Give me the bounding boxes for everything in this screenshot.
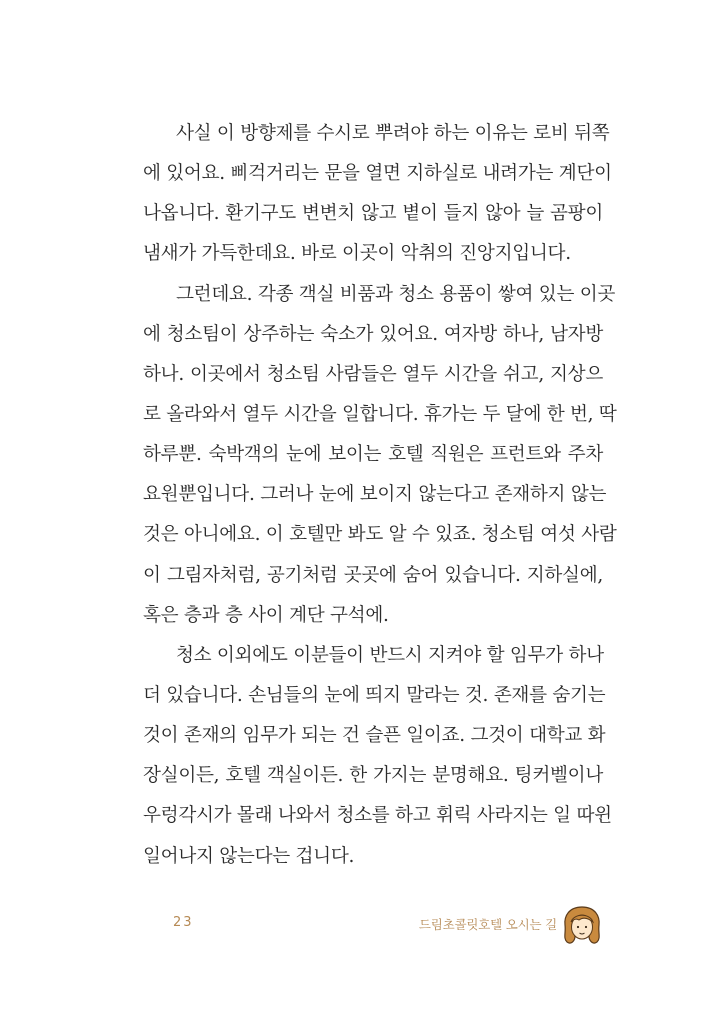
text-line-11: 것은 아니에요. 이 호텔만 봐도 알 수 있죠. 청소팀 여섯 사람 <box>143 524 617 546</box>
text-line-8: 로 올라와서 열두 시간을 일합니다. 휴가는 두 달에 한 번, 딱 <box>143 403 617 425</box>
text-line-16: 것이 존재의 임무가 되는 건 슬픈 일이죠. 그것이 대학교 화 <box>143 725 606 747</box>
text-line-2: 에 있어요. 삐걱거리는 문을 열면 지하실로 내려가는 계단이 <box>143 163 612 185</box>
text-line-15: 더 있습니다. 손님들의 눈에 띄지 말라는 것. 존재를 숨기는 <box>143 684 606 706</box>
text-line-18: 우렁각시가 몰래 나와서 청소를 하고 휘릭 사라지는 일 따윈 <box>143 805 612 827</box>
text-line-17: 장실이든, 호텔 객실이든. 한 가지는 분명해요. 팅커벨이나 <box>143 765 603 787</box>
left-eye <box>577 926 579 928</box>
text-line-10: 요원뿐입니다. 그러나 눈에 보이지 않는다고 존재하지 않는 <box>143 484 607 506</box>
text-line-13: 혹은 층과 층 사이 계단 구석에. <box>143 604 389 626</box>
text-line-6: 에 청소팀이 상주하는 숙소가 있어요. 여자방 하나, 남자방 <box>143 323 603 345</box>
text-line-1: 사실 이 방향제를 수시로 뿌려야 하는 이유는 로비 뒤쪽 <box>176 123 610 144</box>
text-line-3: 나옵니다. 환기구도 변변치 않고 볕이 들지 않아 늘 곰팡이 <box>143 203 603 225</box>
page-number: 23 <box>173 915 194 930</box>
right-eye <box>585 926 587 928</box>
text-line-9: 하루뿐. 숙박객의 눈에 보이는 호텔 직원은 프런트와 주차 <box>143 444 603 466</box>
text-line-14: 청소 이외에도 이분들이 반드시 지켜야 할 임무가 하나 <box>176 644 604 666</box>
text-line-12: 이 그림자처럼, 공기처럼 곳곳에 숨어 있습니다. 지하실에, <box>143 564 603 586</box>
text-line-19: 일어나지 않는다는 겁니다. <box>143 845 355 867</box>
text-line-5: 그런데요. 각종 객실 비품과 청소 용품이 쌓여 있는 이곳 <box>176 283 616 305</box>
text-line-4: 냄새가 가득한데요. 바로 이곳이 악취의 진앙지입니다. <box>143 243 571 265</box>
running-title: 드림초콜릿호텔 오시는 길 <box>418 917 557 932</box>
text-line-7: 하나. 이곳에서 청소팀 사람들은 열두 시간을 쉬고, 지상으 <box>143 363 603 385</box>
body-text <box>143 114 617 877</box>
girl-face-icon <box>561 905 603 945</box>
